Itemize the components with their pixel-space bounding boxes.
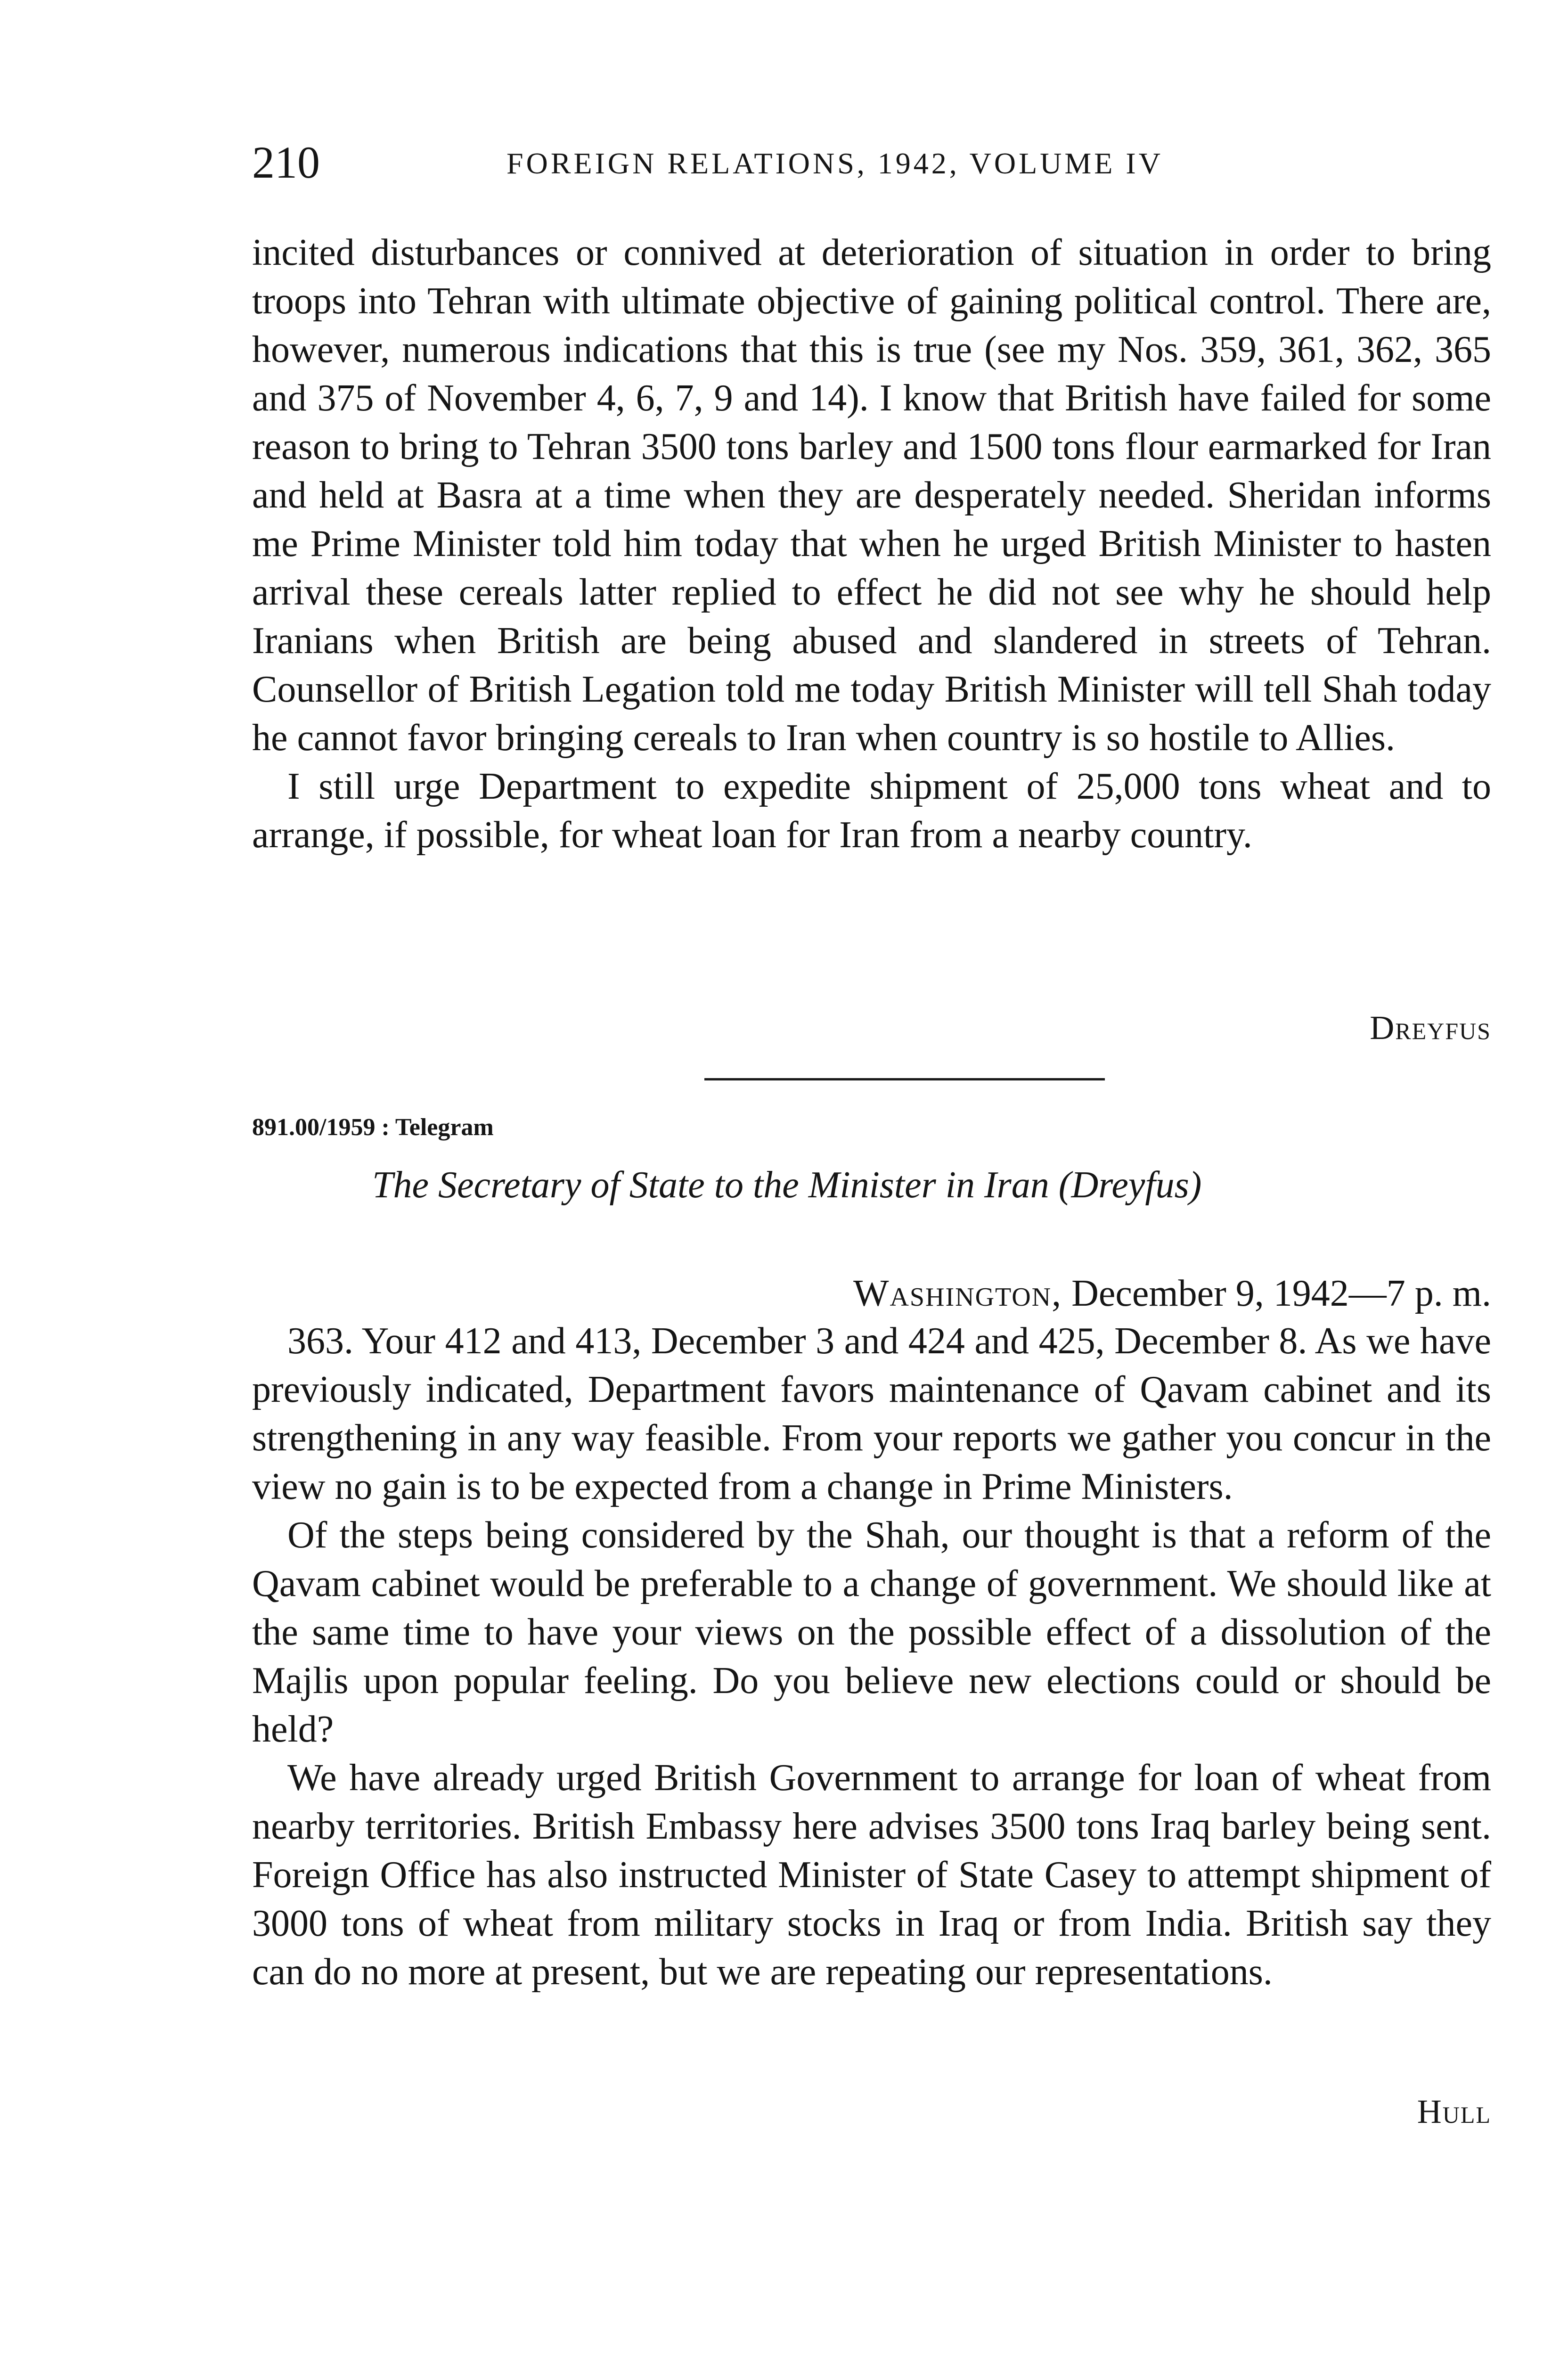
dateline-date: December 9, 1942—7 p. m. [1062,1273,1491,1314]
document2-signature: Hull [1417,2093,1491,2130]
document1-paragraph-1: incited disturbances or connived at deterioration of situation in order to bring troops into Tehran with ultimate objective of gaining political control. There are, however, numerous indications that this is true (see my Nos. 359, 361, 362, 365 and 375 of November 4, 6, 7, 9 and 14). I know that British have failed for some reason to bring to Tehran 3500 tons barley and 1500 tons flour earmarked for Iran and held at Basra at a time when they are desperately needed. Sheridan informs me Prime Minister told him today that when he urged British Minister to hasten arrival these cereals latter replied to effect he did not see why he should help Iranians when British are being abused and slandered in streets of Tehran. Counsellor of British Legation told me today British Minister will tell Shah today he cannot favor bringing cereals to Iran when country is so hostile to Allies. [252,232,1491,759]
page-number: 210 [252,137,320,188]
running-title: FOREIGN RELATIONS, 1942, VOLUME IV [506,147,1163,180]
document2-title: The Secretary of State to the Minister in Iran (Dreyfus) [372,1164,1202,1206]
running-header [252,134,1163,191]
document2-paragraph-1: 363. Your 412 and 413, December 3 and 424 and 425, December 8. As we have previously indicated, Department favors maintenance of Qavam cabinet and its strengthening in any way feasible. From your reports we gather you concur in the view no gain is to be expected from a change in Prime Ministers. [252,1320,1491,1507]
document2-paragraph-3: We have already urged British Government to arrange for loan of wheat from nearby territories. British Embassy here advises 3500 tons Iraq barley being sent. Foreign Office has also instructed Minister of State Casey to attempt shipment of 3000 tons of wheat from military stocks in Iraq or from India. British say they can do no more at present, but we are repeating our representations. [252,1757,1491,1993]
file-reference: 891.00/1959 : Telegram [252,1114,494,1141]
document1-body [252,229,1491,859]
document1-signature: Dreyfus [1370,1009,1491,1047]
dateline [853,1268,1491,1319]
section-divider [704,1078,1105,1080]
dateline-place: Washington, [853,1273,1062,1314]
document1-paragraph-2: I still urge Department to expedite shipment of 25,000 tons wheat and to arrange, if possible, for wheat loan for Iran from a nearby country. [252,766,1491,856]
document2-paragraph-2: Of the steps being considered by the Shah, our thought is that a reform of the Qavam cabinet would be preferable to a change of government. We should like at the same time to have your views on the possible effect of a dissolution of the Majlis upon popular feeling. Do you believe new elections could or should be held? [252,1514,1491,1750]
document2-body [252,1317,1491,1996]
